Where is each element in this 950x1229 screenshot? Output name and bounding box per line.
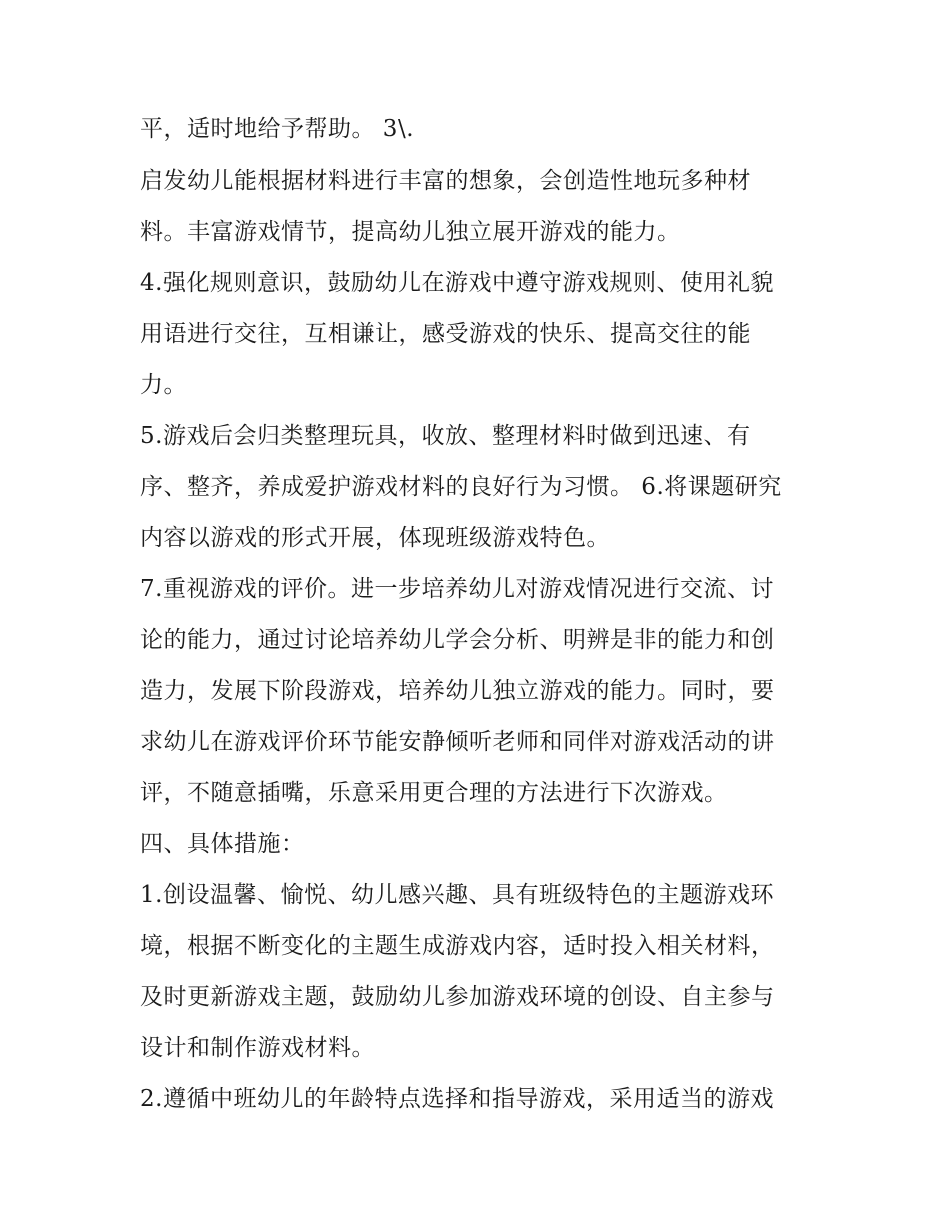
text-line: 4.强化规则意识，鼓励幼儿在游戏中遵守游戏规则、使用礼貌 bbox=[140, 270, 774, 296]
text-line: 求幼儿在游戏评价环节能安静倾听老师和同伴对游戏活动的讲 bbox=[140, 729, 775, 755]
text-line: 1.创设温馨、愉悦、幼儿感兴趣、具有班级特色的主题游戏环 bbox=[140, 882, 774, 908]
text-line: 料。丰富游戏情节，提高幼儿独立展开游戏的能力。 bbox=[140, 219, 681, 245]
text-line: 造力，发展下阶段游戏，培养幼儿独立游戏的能力。同时，要 bbox=[140, 678, 775, 704]
text-line: 5.游戏后会归类整理玩具，收放、整理材料时做到迅速、有 bbox=[140, 423, 751, 449]
text-line: 7.重视游戏的评价。进一步培养幼儿对游戏情况进行交流、讨 bbox=[140, 576, 774, 602]
text-line: 境，根据不断变化的主题生成游戏内容，适时投入相关材料， bbox=[140, 933, 775, 959]
text-line: 论的能力，通过讨论培养幼儿学会分析、明辨是非的能力和创 bbox=[140, 627, 775, 653]
text-line: 启发幼儿能根据材料进行丰富的想象，会创造性地玩多种材 bbox=[140, 168, 751, 194]
section-heading: 四、具体措施： bbox=[140, 831, 305, 857]
text-line: 评，不随意插嘴，乐意采用更合理的方法进行下次游戏。 bbox=[140, 780, 728, 806]
text-line: 及时更新游戏主题，鼓励幼儿参加游戏环境的创设、自主参与 bbox=[140, 984, 775, 1010]
text-line: 2.遵循中班幼儿的年龄特点选择和指导游戏，采用适当的游戏 bbox=[140, 1086, 774, 1112]
text-line: 用语进行交往，互相谦让，感受游戏的快乐、提高交往的能 bbox=[140, 321, 751, 347]
text-line: 序、整齐，养成爱护游戏材料的良好行为习惯。 6.将课题研究 bbox=[140, 474, 782, 500]
text-line: 设计和制作游戏材料。 bbox=[140, 1035, 375, 1061]
text-line: 平，适时地给予帮助。 3\. bbox=[140, 116, 415, 142]
text-line: 力。 bbox=[140, 372, 187, 398]
text-line: 内容以游戏的形式开展，体现班级游戏特色。 bbox=[140, 525, 610, 551]
